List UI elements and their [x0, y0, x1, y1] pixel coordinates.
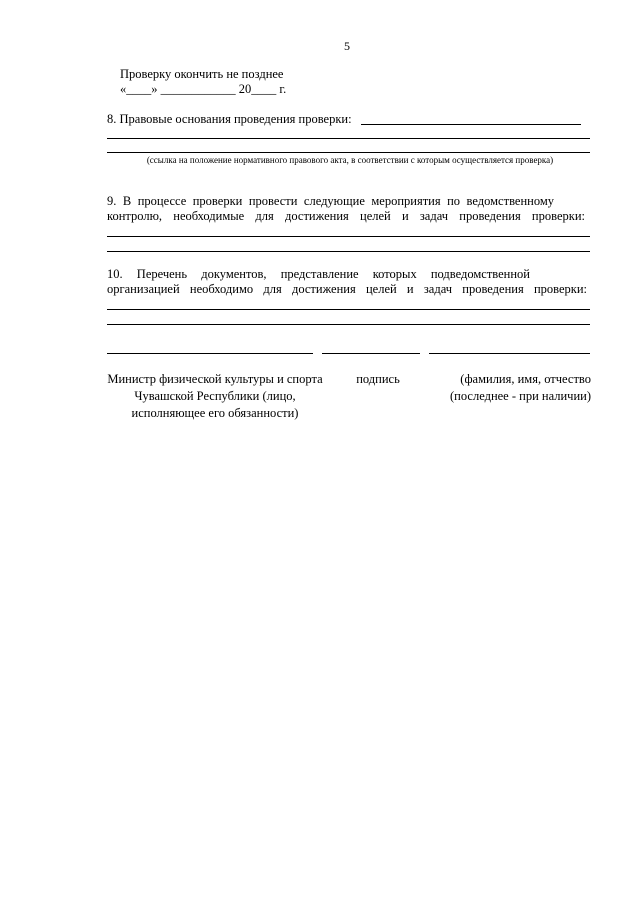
section-10-line-1: 10. Перечень документов, представление которых подведомственной	[107, 267, 530, 281]
section-9-blank-line-2	[107, 251, 590, 252]
section-10-blank-line-2	[107, 324, 590, 325]
signature-official-line	[107, 353, 313, 354]
section-8-fill-line	[361, 124, 581, 125]
section-8-blank-line-2	[107, 152, 590, 153]
section-9-line-1: 9. В процессе проверки провести следующие мероприятия по ведомственному	[107, 194, 554, 208]
deadline-line-1: Проверку окончить не позднее	[120, 67, 284, 81]
section-8-label: 8. Правовые основания проведения проверки:	[107, 112, 352, 126]
section-9-line-2: контролю, необходимые для достижения целей и задач проведения проверки:	[107, 209, 585, 223]
section-10-blank-line-1	[107, 309, 590, 310]
section-9-blank-line-1	[107, 236, 590, 237]
signature-sign-line	[322, 353, 420, 354]
page-number: 5	[344, 39, 350, 53]
signature-name-caption: (фамилия, имя, отчество (последнее - при наличии)	[450, 372, 591, 403]
signature-sign-caption: подпись	[356, 372, 400, 386]
deadline-line-2: «____» ____________ 20____ г.	[120, 82, 287, 96]
section-8-blank-line-1	[107, 138, 590, 139]
signature-name-line	[429, 353, 590, 354]
section-8-note: (ссылка на положение нормативного правового акта, в соответствии с которым осуществляется проверка)	[146, 155, 554, 165]
signature-official-caption: Министр физической культуры и спорта Чувашской Республики (лицо, исполняющее его обязанности)	[107, 372, 323, 420]
section-10-line-2: организацией необходимо для достижения целей и задач проведения проверки:	[107, 282, 587, 296]
